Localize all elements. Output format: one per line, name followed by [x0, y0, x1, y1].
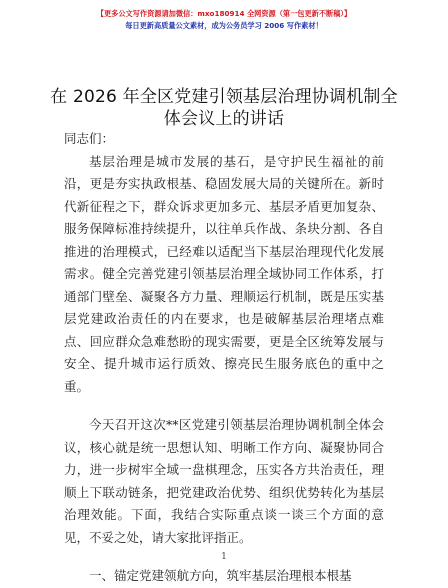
- section-heading-1: 一、锚定党建领航方向，筑牢基层治理根本根基: [89, 568, 352, 583]
- page-number: 1: [221, 552, 227, 562]
- document-title: 在 2026 年全区党建引领基层治理协调机制全体会议上的讲话: [50, 87, 398, 129]
- promo-line-2: 每日更新高质量公文素材，成为公务员学习 2006 写作素材！: [125, 21, 323, 30]
- paragraph-1: 基层治理是城市发展的基石，是守护民生福祉的前沿，更是夯实执政根基、稳固发展大局的关键所在。新时代新征程之下，群众诉求更加多元、基层矛盾更加复杂、服务保障标准持续提升，以往单兵作战、条块分割、各自推进的治理模式，已经难以适配当下基层治理现代化发展需求。健全完善党建引领基层治理全域协同工作体系，打通部门壁垒、凝聚各方力量、理顺运行机制，既是压实基层党建政治责任的内在要求，也是破解基层治理堵点难点、回应群众急难愁盼的现实需要，更是全区统筹发展与安全、提升城市运行质效、擦亮民生服务底色的重中之重。: [64, 153, 384, 394]
- document-body: [64, 128, 384, 588]
- promo-line-1: 【更多公文写作资源请加微信：mxo180914 全网资源（第一包更新不断稿）】: [96, 9, 352, 18]
- promo-banner: [0, 8, 448, 32]
- paragraph-2: 今天召开这次**区党建引领基层治理协调机制全体会议，核心就是统一思想认知、明晰工作方向、凝聚协同合力，进一步树牢全域一盘棋理念，压实各方共治责任，理顺上下联动链条，把党建政治优势、组织优势转化为基层治理效能。下面，我结合实际重点谈一谈三个方面的意见，不妥之处，请大家批评指正。: [64, 417, 384, 545]
- salutation: 同志们：: [64, 131, 115, 146]
